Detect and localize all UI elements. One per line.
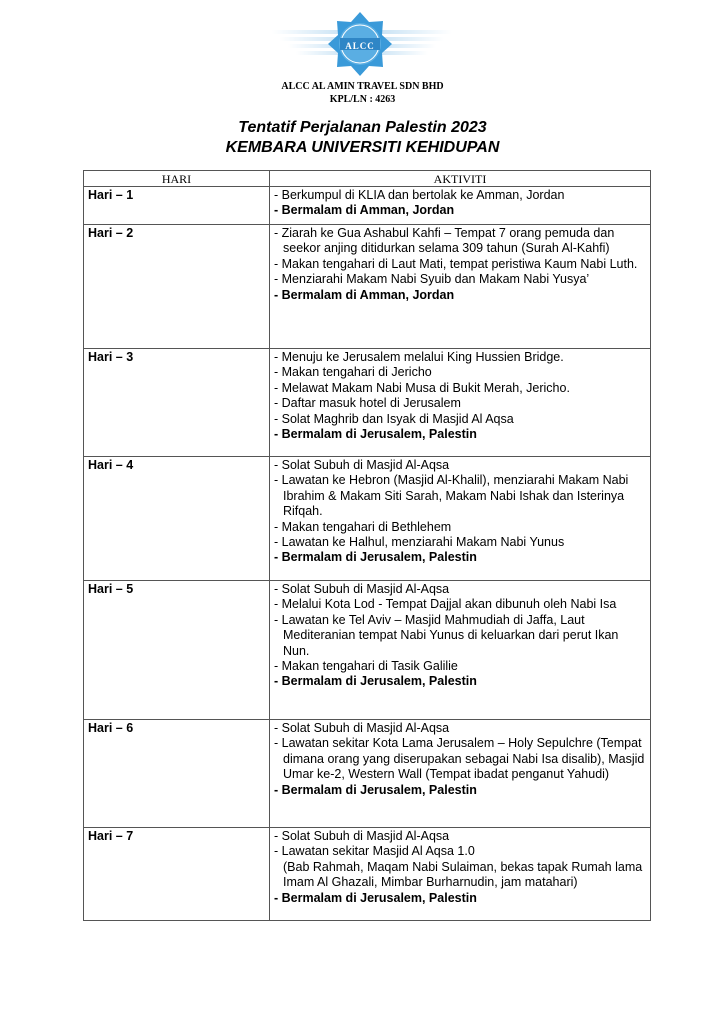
activity-item: - Bermalam di Jerusalem, Palestin <box>274 550 477 565</box>
activity-item: - Melawat Makam Nabi Musa di Bukit Merah, Jericho. <box>274 380 570 395</box>
day-cell: Hari – 6 <box>84 720 270 828</box>
table-row <box>84 187 651 225</box>
activity-item: - Lawatan sekitar Kota Lama Jerusalem – Holy Sepulchre (Tempat dimana orang yang diserupakan sebagai Nabi Isa disalib), Masjid Umar ke-2, Western Wall (Tempat ibadat penganut Yahudi) <box>274 736 645 782</box>
company-block <box>0 80 725 106</box>
title-line-1: Tentatif Perjalanan Palestin 2023 <box>238 119 487 136</box>
activity-item: - Bermalam di Jerusalem, Palestin <box>274 782 477 797</box>
activity-item: - Ziarah ke Gua Ashabul Kahfi – Tempat 7 orang pemuda dan seekor anjing ditidurkan selama 309 tahun (Surah Al-Kahfi) <box>274 226 615 256</box>
activity-item: - Lawatan ke Hebron (Masjid Al-Khalil), menziarahi Makam Nabi Ibrahim & Makam Siti Sarah, Makam Nabi Ishak dan Isterinya Rifqah. <box>274 473 629 519</box>
activity-item: - Berkumpul di KLIA dan bertolak ke Amman, Jordan <box>274 188 565 202</box>
activity-item: - Bermalam di Jerusalem, Palestin <box>274 674 477 689</box>
activity-cell <box>270 457 651 581</box>
activity-item: - Daftar masuk hotel di Jerusalem <box>274 396 461 411</box>
activity-cell <box>270 187 651 225</box>
activity-item: - Lawatan ke Halhul, menziarahi Makam Nabi Yunus <box>274 535 565 550</box>
table-header-row <box>84 171 651 187</box>
logo <box>0 8 725 78</box>
table-row <box>84 581 651 720</box>
activity-item: - Solat Subuh di Masjid Al-Aqsa <box>274 829 450 843</box>
activity-item: - Makan tengahari di Jericho <box>274 365 432 380</box>
activity-item: - Melalui Kota Lod - Tempat Dajjal akan dibunuh oleh Nabi Isa <box>274 597 617 612</box>
activity-item: - Menziarahi Makam Nabi Syuib dan Makam Nabi Yusya’ <box>274 272 590 287</box>
itinerary-body <box>84 187 651 921</box>
activity-item: - Lawatan sekitar Masjid Al Aqsa 1.0 <box>274 844 475 859</box>
day-cell: Hari – 3 <box>84 349 270 457</box>
activity-item: - Bermalam di Amman, Jordan <box>274 203 455 218</box>
table-row <box>84 225 651 349</box>
activity-item: - Solat Subuh di Masjid Al-Aqsa <box>274 721 450 735</box>
activity-item: - Menuju ke Jerusalem melalui King Hussien Bridge. <box>274 350 564 364</box>
activity-cell <box>270 720 651 828</box>
activity-item: - Solat Subuh di Masjid Al-Aqsa <box>274 582 450 596</box>
activity-item: - Bermalam di Jerusalem, Palestin <box>274 427 477 442</box>
header-hari: HARI <box>84 171 270 187</box>
page-title <box>0 118 725 158</box>
day-cell: Hari – 2 <box>84 225 270 349</box>
activity-item: - Solat Subuh di Masjid Al-Aqsa <box>274 458 450 472</box>
activity-item: - Bermalam di Jerusalem, Palestin <box>274 890 477 905</box>
table-row <box>84 720 651 828</box>
activity-cell <box>270 581 651 720</box>
title-line-2: KEMBARA UNIVERSITI KEHIDUPAN <box>225 139 500 156</box>
table-row <box>84 457 651 581</box>
logo-text: ALCC <box>345 41 375 51</box>
activity-item: (Bab Rahmah, Maqam Nabi Sulaiman, bekas tapak Rumah lama Imam Al Ghazali, Mimbar Burharnudin, jam matahari) <box>283 859 643 890</box>
activity-item: - Lawatan ke Tel Aviv – Masjid Mahmudiah di Jaffa, Laut Mediteranian tempat Nabi Yunus di keluarkan dari perut Ikan Nun. <box>274 612 619 658</box>
itinerary-table <box>83 170 651 921</box>
table-row <box>84 349 651 457</box>
license-number: KPL/LN : 4263 <box>329 94 396 105</box>
activity-item: - Solat Maghrib dan Isyak di Masjid Al Aqsa <box>274 411 514 426</box>
activity-item: - Makan tengahari di Tasik Galilie <box>274 659 458 674</box>
day-cell: Hari – 1 <box>84 187 270 225</box>
day-cell: Hari – 5 <box>84 581 270 720</box>
day-cell: Hari – 4 <box>84 457 270 581</box>
table-row <box>84 828 651 921</box>
activity-cell <box>270 828 651 921</box>
header-aktiviti: AKTIVITI <box>270 171 651 187</box>
activity-cell <box>270 225 651 349</box>
activity-item: - Makan tengahari di Bethlehem <box>274 519 452 534</box>
company-name: ALCC AL AMIN TRAVEL SDN BHD <box>281 81 444 92</box>
activity-item: - Makan tengahari di Laut Mati, tempat peristiwa Kaum Nabi Luth. <box>274 256 638 271</box>
day-cell: Hari – 7 <box>84 828 270 921</box>
activity-cell <box>270 349 651 457</box>
activity-item: - Bermalam di Amman, Jordan <box>274 287 455 302</box>
